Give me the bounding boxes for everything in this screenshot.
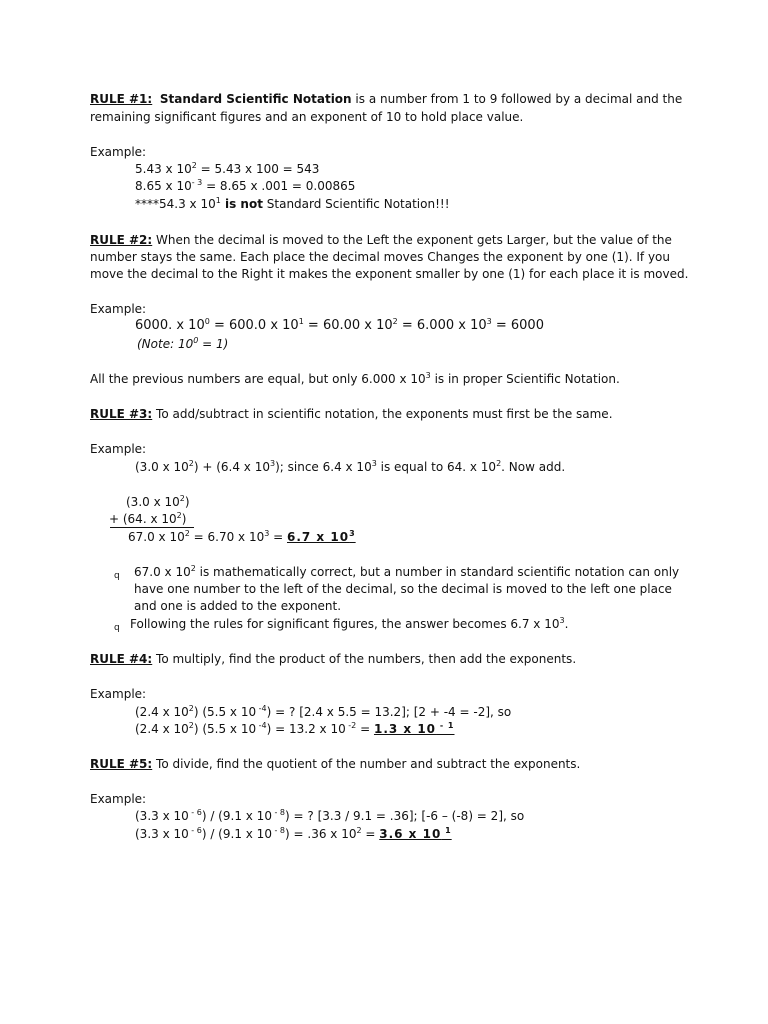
rule2-line2: number stays the same. Each place the decimal moves Changes the exponent by one (1). If you <box>90 250 671 264</box>
rule5-example-line1: (3.3 x 10 $^{- 6}$) / (9.1 x 10 $^{- 8}$) = ? [3.3 / 9.1 = .36]; [-6 – (-8) = 2], so <box>135 808 525 823</box>
rule5-answer: 3.6 x 10 $^1$ <box>379 826 452 841</box>
rule3-bullet1-line3: and one is added to the exponent. <box>134 599 342 613</box>
rule1-label: RULE #1: <box>90 92 153 106</box>
rule3-example-line: (3.0 x $10^2) + (6.4$ x $10^3$); since 6.4 x $10^3$ is equal to 64. x $10^2$. Now add. <box>135 459 566 474</box>
rule4-answer: 1.3 x 10 $^{- 1}$ <box>373 721 455 736</box>
rule2-label: RULE #2: <box>90 233 153 247</box>
sum-line <box>110 527 194 528</box>
rule3-bullet2-line: Following the rules for significant figures, the answer becomes 6.7 x $10^3$. <box>130 616 569 631</box>
rule3-bullet1-line2: have one number to the left of the decimal, so the decimal is moved to the left one place <box>134 582 672 596</box>
rule5-line1: RULE #5: To divide, find the quotient of the number and subtract the exponents. <box>90 757 581 771</box>
rule1-example-label: Example: <box>90 145 147 159</box>
rule3-bullet1-line1: 67.0 x $10^2$ is mathematically correct, but a number in standard scientific notation can only <box>134 564 680 579</box>
rule1-example-3: ****54.3 x $10^1$ is not Standard Scientific Notation!!! <box>135 196 450 211</box>
rule3-addend-1: (3.0 x $10^2$) <box>126 494 190 509</box>
rule2-summary: All the previous numbers are equal, but only 6.000 x $10^3$ is in proper Scientific Notation. <box>90 371 620 386</box>
rule2-example-label: Example: <box>90 302 147 316</box>
rule2-note: (Note: $10^0 = 1$) <box>137 336 229 351</box>
rule2-line3: move the decimal to the Right it makes the exponent smaller by one (1) for each place it is moved. <box>90 267 689 281</box>
rule2-line1: RULE #2: When the decimal is moved to the Left the exponent gets Larger, but the value of the <box>90 233 672 247</box>
rule1-line2: remaining significant figures and an exponent of 10 to hold place value. <box>90 110 524 124</box>
rule4-example-line2: (2.4 x $10^2$) (5.5 x 10 $^{-4}$) = 13.2 x 10 $^{-2}$ = 1.3 x 10 $^{- 1}$ <box>135 721 455 736</box>
rule3-example-label: Example: <box>90 442 147 456</box>
rule1-line1 <box>90 91 682 107</box>
rule4-example-label: Example: <box>90 687 147 701</box>
rule3-bullet1-icon: q <box>114 571 120 581</box>
rule3-answer: 6.7 x $10^3$ <box>287 529 356 544</box>
rule3-line1: RULE #3: To add/subtract in scientific notation, the exponents must first be the same. <box>90 407 613 421</box>
rule3-addend-2: + (64. x $10^2$) <box>109 511 187 526</box>
rule4-label: RULE #4: <box>90 652 153 666</box>
rule3-label: RULE #3: <box>90 407 153 421</box>
rule1-line1-rest: is a number from 1 to 9 followed by a decimal and the <box>351 92 683 106</box>
rule3-bullet2-icon: q <box>114 623 120 633</box>
rule4-line1: RULE #4: To multiply, find the product of the numbers, then add the exponents. <box>90 652 577 666</box>
rule1-example-1: 5.43 x $10^2 = 5.43$ x 100 = 543 <box>135 161 320 176</box>
rule1-term: Standard Scientific Notation <box>159 92 352 106</box>
rule5-example-line2: (3.3 x 10 $^{- 6}$) / (9.1 x 10 $^{- 8}$) = .36 x $10^2 = 3.6$ x 10 $^1$ <box>135 826 452 841</box>
rule1-example-2: 8.65 x $10^{- 3} = 8.65$ x .001 = 0.00865 <box>135 178 356 193</box>
rule5-example-label: Example: <box>90 792 147 806</box>
rule5-label: RULE #5: <box>90 757 153 771</box>
rule3-result: 67.0 x $10^2 = 6.70$ x $10^3 = 6.7$ x $10^3$ <box>128 529 356 544</box>
rule2-example-chain: 6000. x $10^0 = 600.0$ x $10^1 = 60.00$ x $10^2 = 6.000$ x $10^3 = 6000$ <box>135 317 544 333</box>
rule4-example-line1: (2.4 x $10^2$) (5.5 x 10 $^{-4}$) = ? [2.4 x 5.5 = 13.2]; [2 + -4 = -2], so <box>135 704 512 719</box>
